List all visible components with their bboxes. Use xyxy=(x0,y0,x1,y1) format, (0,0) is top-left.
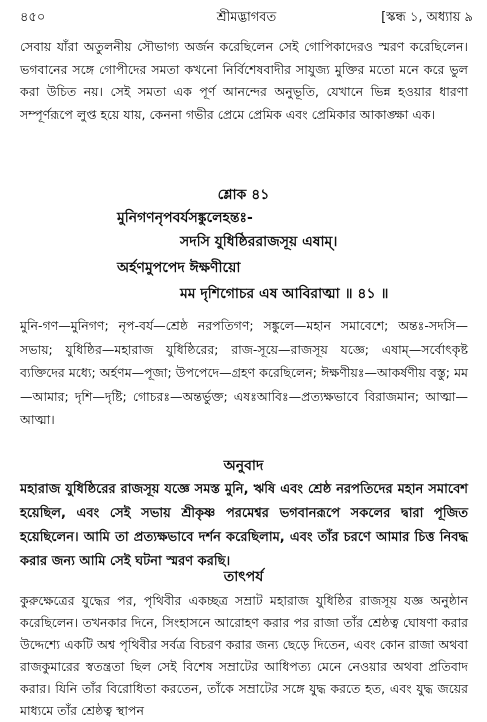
page-number: ৪৫০ xyxy=(20,10,46,25)
purport-paragraph: কুরুক্ষেত্রের যুদ্ধের পর, পৃথিবীর একচ্ছত্র সম্রাট মহারাজ যুধিষ্ঠির রাজসূয় যজ্ঞ অনুষ্ঠান করেছিলেন। তখনকার দিনে, সিংহাসনে আরোহণ করার পর রাজা তাঁর শ্রেষ্ঠত্ব ঘোষণা করার উদ্দেশ্যে একটি অশ্ব পৃথিবীর সর্বত্র বিচরণ করার জন্য ছেড়ে দিতেন, এবং কোন রাজা অথবা রাজকুমারের স্বতন্ত্রতা ছিল সেই বিশেষ সম্রাটের আধিপত্য মেনে নেওয়ার অথবা প্রতিবাদ করার। যিনি তাঁর বিরোধিতা করতেন, তাঁকে সম্রাটের সঙ্গে যুদ্ধ করতে হত, এবং যুদ্ধ জয়ের মাধ্যমে তাঁর শ্রেষ্ঠত্ব স্থাপন xyxy=(20,593,468,718)
verse-line: সদসি যুধিষ্ঠিররাজসূয় এষাম্। xyxy=(180,234,338,250)
translation-heading: অনুবাদ xyxy=(223,458,264,474)
translation-paragraph: মহারাজ যুধিষ্ঠিরের রাজসূয় যজ্ঞে সমস্ত মুনি, ঋষি এবং শ্রেষ্ঠ নরপতিদের মহান সমাবেশ হয়েছিল, এবং সেই সভায় শ্রীকৃষ্ণ পরমেশ্বর ভগবানরূপে সকলের দ্বারা পূজিত হয়েছিলেন। আমি তা প্রত্যক্ষভাবে দর্শন করেছিলাম, এবং তাঁর চরণে আমার চিত্ত নিবদ্ধ করার জন্য আমি সেই ঘটনা স্মরণ করছি। xyxy=(20,482,468,569)
verse-line: মম দৃশিগোচর এষ আবিরাত্মা ॥ ৪১ ॥ xyxy=(180,286,389,302)
section-reference: [স্কন্ধ ১, অধ্যায় ৯ xyxy=(381,10,473,25)
purport-heading: তাৎপর্য xyxy=(223,569,264,585)
page-header xyxy=(20,8,473,28)
verse-line: অর্হণমুপপেদ ঈক্ষণীয়ো xyxy=(117,260,241,276)
book-title: শ্রীমদ্ভাগবত xyxy=(216,10,277,25)
verse-line: মুনিগণনৃপবর্যসঙ্কুলেহন্তঃ- xyxy=(117,210,253,226)
intro-paragraph: সেবায় যাঁরা অতুলনীয় সৌভাগ্য অর্জন করেছিলেন সেই গোপিকাদেরও স্মরণ করেছিলেন। ভগবানের সঙ্গে গোপীদের সমতা কখনো নির্বিশেষবাদীর সাযুজ্য মুক্তির মতো মনে করে ভুল করা উচিত নয়। সেই সমতা এক পূর্ণ আনন্দের অনুভূতি, যেখানে ভিন্ন হওয়ার ধারণা সম্পূর্ণরূপে লুপ্ত হয়ে যায়, কেননা গভীর প্রেমে প্রেমিক এবং প্রেমিকার আকাঙ্ক্ষা এক। xyxy=(20,39,468,122)
synonyms-paragraph: মুনি-গণ—মুনিগণ; নৃপ-বর্য—শ্রেষ্ঠ নরপতিগণ; সঙ্কুলে—মহান সমাবেশে; অন্তঃ-সদসি—সভায়; যুধিষ্ঠির—মহারাজ যুধিষ্ঠিরের; রাজ-সূয়ে—রাজসূয় যজ্ঞে; এষাম্—সর্বোৎকৃষ্ট ব্যক্তিদের মধ্যে; অর্হণম—পূজা; উপপেদে—গ্রহণ করেছিলেন; ঈক্ষণীয়ঃ—আকর্ষণীয় বস্তু; মম—আমার; দৃশি—দৃষ্টি; গোচরঃ—অন্তর্ভুক্ত; এষঃআবিঃ—প্রত্যক্ষভাবে বিরাজমান; আত্মা—আত্মা। xyxy=(20,318,468,427)
verse-heading: শ্লোক ৪১ xyxy=(217,187,270,203)
